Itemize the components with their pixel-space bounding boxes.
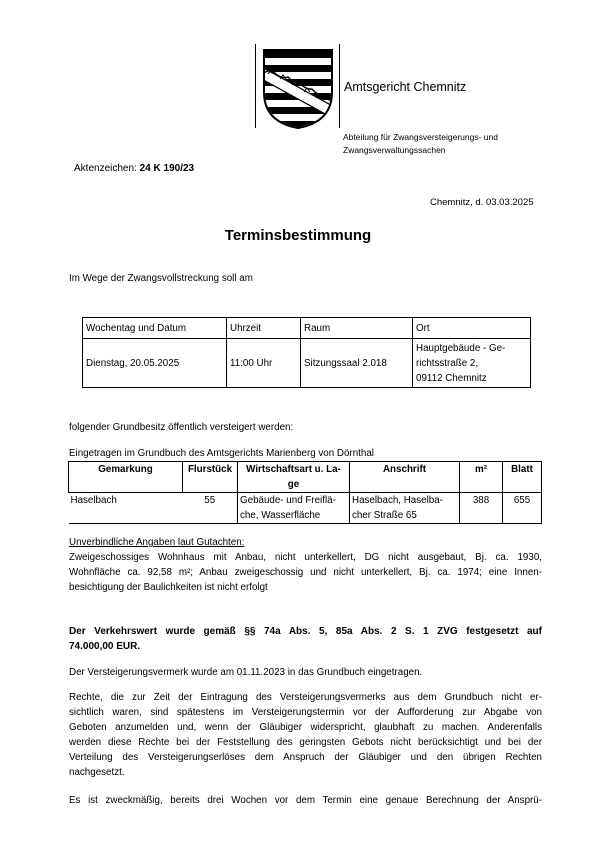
- lr-wirtschaftsart: [238, 493, 350, 524]
- schedule-header-time: Uhrzeit: [227, 318, 301, 339]
- lr-header-flurstueck: Flurstück: [183, 462, 238, 493]
- lr-header-m2: m²: [460, 462, 503, 493]
- after-schedule-text: folgender Grundbesitz öffentlich versteigert werden:: [69, 422, 294, 433]
- schedule-header-room: Raum: [301, 318, 413, 339]
- paragraph-calculation: Es ist zweckmäßig, bereits drei Wochen vor dem Termin eine genaue Berechnung der Ansprü-: [69, 795, 542, 806]
- court-name: Amtsgericht Chemnitz: [344, 80, 467, 94]
- coat-of-arms-emblem: [260, 46, 336, 130]
- header-divider-left: [255, 44, 256, 128]
- paragraph-rights-line-1: Rechte, die zur Zeit der Eintragung des Versteigerungsvermerks aus dem Grundbuch nicht er-: [69, 692, 542, 703]
- lr-anschrift-line-1: Haselbach, Haselba-: [352, 495, 443, 506]
- document-title: Terminsbestimmung: [224, 227, 372, 244]
- lr-header-wirtschaftsart: [238, 462, 350, 493]
- paragraph-rights-line-6: nachgesetzt.: [69, 767, 125, 778]
- paragraph-rights: [69, 690, 542, 780]
- lr-header-wirtschaftsart-line-1: Wirtschaftsart u. La-: [246, 464, 341, 475]
- schedule-room: Sitzungssaal 2.018: [301, 339, 413, 388]
- land-register-caption: Eingetragen im Grundbuch des Amtsgerichts Marienberg von Dörnthal: [69, 448, 374, 459]
- lr-blatt: 655: [503, 493, 542, 524]
- lr-header-gemarkung: Gemarkung: [69, 462, 183, 493]
- appraisal-line-3: besichtigung der Baulichkeiten ist nicht erfolgt: [69, 582, 268, 593]
- paragraph-rights-line-4: werden diese Rechte bei der Feststellung des geringsten Gebots nicht berücksichtigt und bei der: [69, 737, 542, 748]
- paragraph-rights-line-3: Geboten anzumelden und, wenn der Gläubiger widerspricht, glaubhaft zu machen. Anderenfalls: [69, 722, 542, 733]
- appraisal-heading: Unverbindliche Angaben laut Gutachten:: [69, 537, 245, 548]
- lr-header-wirtschaftsart-line-2: ge: [287, 479, 300, 490]
- market-value-line-2: 74.000,00 EUR.: [69, 641, 141, 652]
- land-register-table: [68, 461, 542, 524]
- department-line-2: Zwangsverwaltungssachen: [343, 145, 446, 155]
- lr-header-anschrift: Anschrift: [350, 462, 460, 493]
- schedule-place-line-1: Hauptgebäude - Ge-: [416, 342, 506, 354]
- schedule-header-date: Wochentag und Datum: [83, 318, 227, 339]
- place-date: Chemnitz, d. 03.03.2025: [430, 197, 534, 208]
- lr-flurstueck: 55: [183, 493, 238, 524]
- lr-m2: 388: [460, 493, 503, 524]
- schedule-date: Dienstag, 20.05.2025: [83, 339, 227, 388]
- appraisal-line-2: Wohnfläche ca. 92,58 m²; Anbau zweigeschossig und nicht unterkellert, Bj. ca. 1974; eine Innen-: [69, 567, 542, 578]
- department-line-1: Abteilung für Zwangsversteigerungs- und: [343, 132, 498, 142]
- file-number: 24 K 190/23: [139, 163, 195, 174]
- lr-gemarkung: Haselbach: [69, 493, 183, 524]
- paragraph-rights-line-5: Verteilung des Versteigerungserlöses dem Anspruch der Gläubiger und den übrigen Rechten: [69, 752, 542, 763]
- file-label: Aktenzeichen:: [74, 163, 137, 174]
- market-value-line-1: Der Verkehrswert wurde gemäß §§ 74a Abs. 5, 85a Abs. 2 S. 1 ZVG festgesetzt auf: [69, 626, 542, 637]
- schedule-header-place: Ort: [413, 318, 531, 339]
- schedule-place-line-2: richtsstraße 2,: [416, 357, 479, 369]
- lr-wirtschaftsart-line-2: che, Wasserfläche: [240, 510, 321, 521]
- appraisal-body: [69, 550, 542, 595]
- schedule-table: [82, 317, 531, 388]
- market-value: [69, 624, 542, 654]
- schedule-place-line-3: 09112 Chemnitz: [416, 372, 487, 384]
- appraisal-line-1: Zweigeschossiges Wohnhaus mit Anbau, nicht unterkellert, DG nicht ausgebaut, Bj. ca. 1930,: [69, 552, 542, 563]
- intro-text: Im Wege der Zwangsvollstreckung soll am: [69, 273, 253, 284]
- schedule-time: 11:00 Uhr: [227, 339, 301, 388]
- lr-anschrift: [350, 493, 460, 524]
- lr-header-blatt: Blatt: [503, 462, 542, 493]
- file-reference: [74, 163, 194, 174]
- schedule-place: [413, 339, 531, 388]
- paragraph-registration: Der Versteigerungsvermerk wurde am 01.11.2023 in das Grundbuch eingetragen.: [69, 667, 423, 678]
- lr-anschrift-line-2: cher Straße 65: [352, 510, 417, 521]
- lr-wirtschaftsart-line-1: Gebäude- und Freiflä-: [240, 495, 336, 506]
- header-divider-right: [339, 44, 340, 128]
- paragraph-rights-line-2: sichtlich waren, sind spätestens im Versteigerungstermin vor der Aufforderung zur Abgabe von: [69, 707, 542, 718]
